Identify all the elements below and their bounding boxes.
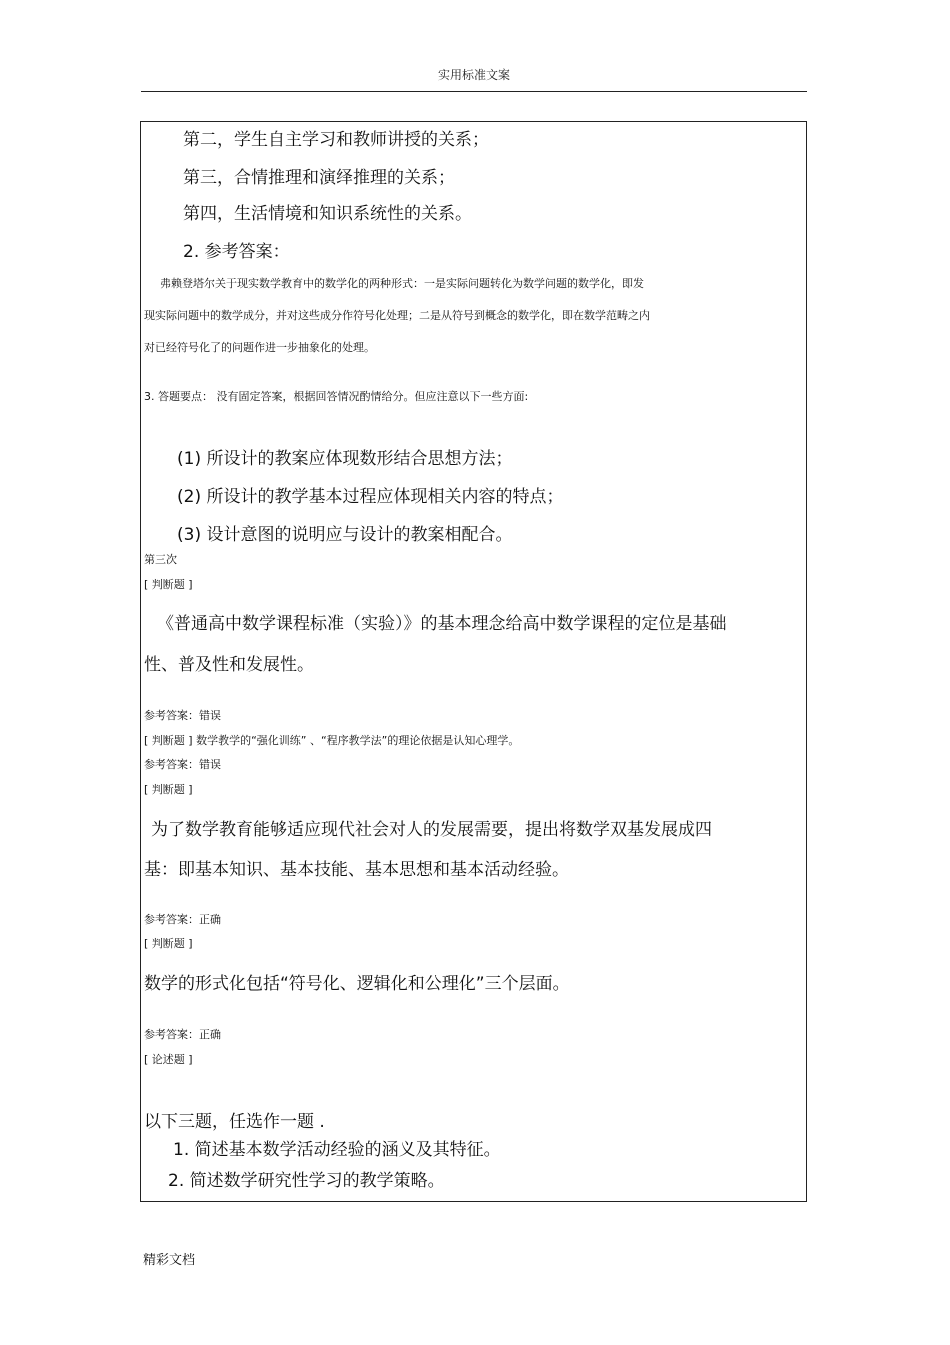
question-text: 基：即基本知识、基本技能、基本思想和基本活动经验。: [144, 860, 569, 880]
answer: 参考答案：错误: [144, 758, 221, 771]
text-line: 第三，合情推理和演绎推理的关系；: [183, 168, 455, 188]
page-footer: 精彩文档: [143, 1253, 196, 1268]
question-text: 性、普及性和发展性。: [144, 655, 314, 675]
list-item: (3) 设计意图的说明应与设计的教案相配合。: [177, 525, 513, 545]
question-text: [ 判断题 ] 数学教学的“强化训练” 、“程序教学法”的理论依据是认知心理学。: [144, 734, 520, 747]
question-type: [ 判断题 ]: [144, 578, 193, 591]
answer: 参考答案：正确: [144, 913, 221, 926]
list-item: 2. 简述数学研究性学习的教学策略。: [168, 1171, 445, 1191]
question-type: [ 判断题 ]: [144, 783, 193, 796]
question-text: 以下三题，任选作一题 .: [144, 1112, 325, 1132]
header-divider: [141, 91, 807, 92]
text-line: 现实际问题中的数学成分，并对这些成分作符号化处理；二是从符号到概念的数学化，即在数学范畴之内: [144, 309, 650, 322]
list-item: (1) 所设计的教案应体现数形结合思想方法；: [177, 449, 513, 469]
text-line: 对已经符号化了的问题作进一步抽象化的处理。: [144, 341, 375, 354]
question-type: [ 判断题 ]: [144, 937, 193, 950]
text-line: 第二，学生自主学习和教师讲授的关系；: [183, 130, 489, 150]
question-text: 数学的形式化包括“符号化、逻辑化和公理化”三个层面。: [144, 974, 570, 994]
question-type: [ 论述题 ]: [144, 1053, 193, 1066]
list-item: 1. 简述基本数学活动经验的涵义及其特征。: [173, 1140, 501, 1160]
answer: 参考答案：错误: [144, 709, 221, 722]
page-header: 实用标准文案: [437, 68, 510, 82]
question-text: 《普通高中数学课程标准（实验）》的基本理念给高中数学课程的定位是基础: [157, 614, 727, 634]
section-label: 第三次: [144, 553, 177, 566]
question-text: 为了数学教育能够适应现代社会对人的发展需要，提出将数学双基发展成四: [151, 820, 712, 840]
section-heading: 2. 参考答案：: [183, 242, 290, 262]
answer: 参考答案：正确: [144, 1028, 221, 1041]
text-line: 弗赖登塔尔关于现实数学教育中的数学化的两种形式：一是实际问题转化为数学问题的数学化，即发: [160, 277, 644, 290]
text-line: 第四，生活情境和知识系统性的关系。: [183, 204, 472, 224]
section-heading: 3. 答题要点： 没有固定答案，根据回答情况酌情给分。但应注意以下一些方面:: [144, 390, 529, 403]
list-item: (2) 所设计的教学基本过程应体现相关内容的特点；: [177, 487, 564, 507]
